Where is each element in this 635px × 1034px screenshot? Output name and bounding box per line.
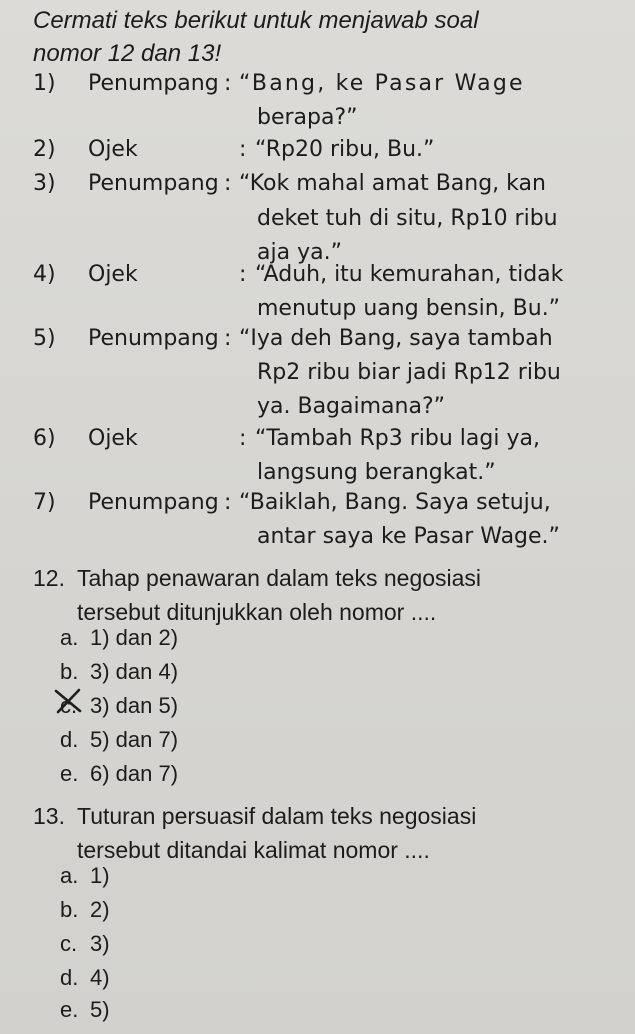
option-letter: d. bbox=[60, 727, 79, 752]
dialogue-line: berapa?” bbox=[257, 105, 358, 130]
dialogue-colon: : bbox=[239, 262, 247, 287]
answer-option[interactable] bbox=[60, 931, 110, 957]
dialogue-speaker: Ojek bbox=[88, 426, 138, 451]
answer-option[interactable] bbox=[60, 863, 110, 889]
dialogue-colon: : bbox=[239, 137, 247, 162]
answer-option[interactable] bbox=[60, 625, 178, 651]
dialogue-colon: : bbox=[224, 490, 232, 515]
dialogue-speaker: Penumpang bbox=[88, 71, 219, 96]
dialogue-number: 7) bbox=[33, 490, 56, 515]
dialogue-speaker: Penumpang bbox=[88, 490, 219, 515]
dialogue-speaker: Penumpang bbox=[88, 326, 219, 351]
question-13 bbox=[33, 799, 628, 867]
option-text: 2) bbox=[90, 897, 110, 922]
dialogue-line: “Iya deh Bang, saya tambah bbox=[239, 326, 553, 351]
cross-mark-icon bbox=[52, 687, 86, 715]
dialogue-speaker: Ojek bbox=[88, 262, 138, 287]
question-text-line-2: tersebut ditunjukkan oleh nomor .... bbox=[77, 599, 437, 625]
dialogue-colon: : bbox=[224, 171, 232, 196]
dialogue-line: aja ya.” bbox=[257, 240, 342, 265]
dialogue-line: “Rp20 ribu, Bu.” bbox=[255, 137, 435, 162]
option-letter: c. bbox=[60, 931, 78, 956]
answer-option[interactable] bbox=[60, 897, 110, 923]
question-text-line-1: Tahap penawaran dalam teks negosiasi bbox=[77, 565, 482, 591]
dialogue-line: deket tuh di situ, Rp10 ribu bbox=[257, 206, 558, 231]
dialogue-speaker: Penumpang bbox=[88, 171, 219, 196]
dialogue-colon: : bbox=[239, 426, 247, 451]
dialogue-number: 1) bbox=[33, 71, 56, 96]
dialogue-line: “Aduh, itu kemurahan, tidak bbox=[255, 262, 564, 287]
dialogue-colon: : bbox=[224, 71, 232, 96]
question-text-line-2: tersebut ditandai kalimat nomor .... bbox=[77, 837, 430, 863]
option-letter: a. bbox=[60, 625, 79, 650]
dialogue-speaker: Ojek bbox=[88, 137, 138, 162]
dialogue-line: langsung berangkat.” bbox=[257, 460, 496, 485]
option-text: 3) dan 4) bbox=[90, 659, 179, 684]
dialogue-line: “Baiklah, Bang. Saya setuju, bbox=[239, 490, 551, 515]
dialogue-number: 6) bbox=[33, 426, 56, 451]
question-12 bbox=[33, 561, 628, 629]
option-text: 3) dan 5) bbox=[90, 693, 179, 718]
dialogue-line: menutup uang bensin, Bu.” bbox=[257, 296, 561, 321]
option-letter: a. bbox=[60, 863, 79, 888]
answer-option[interactable] bbox=[60, 727, 178, 753]
option-text: 4) bbox=[90, 965, 110, 990]
dialogue-line: Rp2 ribu biar jadi Rp12 ribu bbox=[257, 360, 561, 385]
instruction-line-1: Cermati teks berikut untuk menjawab soal bbox=[33, 7, 479, 34]
option-letter: e. bbox=[60, 761, 79, 786]
option-text: 1) dan 2) bbox=[90, 625, 179, 650]
question-text-line-1: Tuturan persuasif dalam teks negosiasi bbox=[77, 803, 477, 829]
answer-option[interactable] bbox=[60, 965, 110, 991]
dialogue-line: antar saya ke Pasar Wage.” bbox=[257, 524, 560, 549]
dialogue-line: “Tambah Rp3 ribu lagi ya, bbox=[255, 426, 540, 451]
option-letter: c. bbox=[60, 693, 78, 718]
dialogue-line: “Kok mahal amat Bang, kan bbox=[239, 171, 546, 196]
answer-option[interactable] bbox=[60, 761, 178, 787]
answer-option[interactable] bbox=[60, 659, 178, 685]
option-text: 3) bbox=[90, 931, 110, 956]
dialogue-number: 2) bbox=[33, 137, 56, 162]
dialogue-number: 5) bbox=[33, 326, 56, 351]
option-text: 5) dan 7) bbox=[90, 727, 179, 752]
question-number: 13. bbox=[33, 803, 65, 829]
instruction bbox=[33, 4, 623, 70]
option-letter: d. bbox=[60, 965, 79, 990]
dialogue-number: 3) bbox=[33, 171, 56, 196]
option-text: 5) bbox=[90, 997, 110, 1022]
dialogue-colon: : bbox=[224, 326, 232, 351]
option-text: 6) dan 7) bbox=[90, 761, 179, 786]
dialogue-number: 4) bbox=[33, 262, 56, 287]
option-text: 1) bbox=[90, 863, 110, 888]
dialogue-line: “Bang, ke Pasar Wage bbox=[239, 71, 525, 96]
answer-option[interactable] bbox=[60, 997, 110, 1023]
option-letter: b. bbox=[60, 897, 79, 922]
option-letter: e. bbox=[60, 997, 79, 1022]
instruction-line-2: nomor 12 dan 13! bbox=[33, 40, 222, 67]
question-number: 12. bbox=[33, 565, 65, 591]
option-letter: b. bbox=[60, 659, 79, 684]
dialogue-line: ya. Bagaimana?” bbox=[257, 394, 446, 419]
